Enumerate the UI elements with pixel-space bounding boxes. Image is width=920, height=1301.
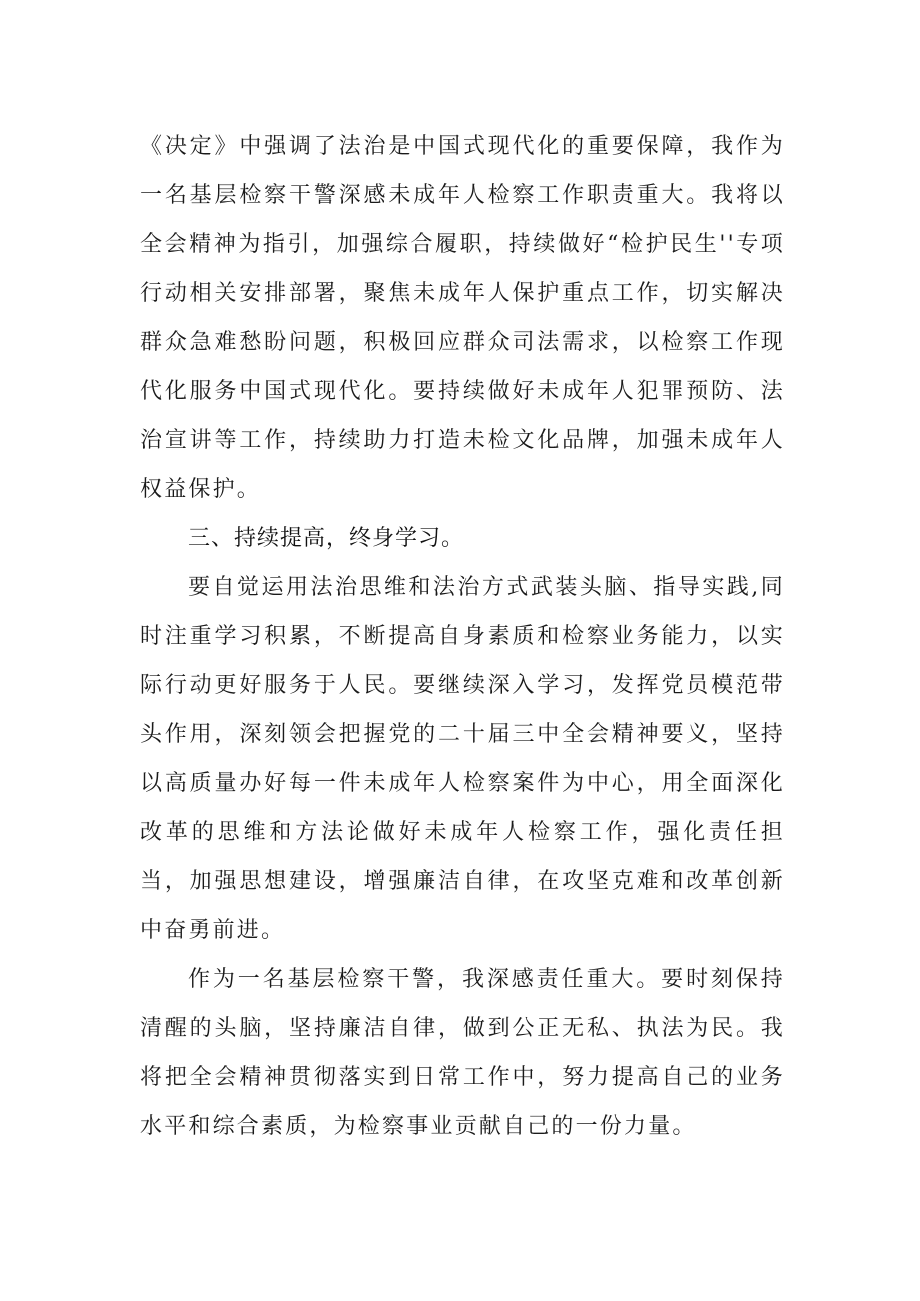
document-body [140, 122, 785, 1151]
paragraph-decision-continuation: 《决定》中强调了法治是中国式现代化的重要保障，我作为一名基层检察干警深感未成年人检察工作职责重大。我将以全会精神为指引，加强综合履职，持续做好“检护民生''专项行动相关安排部署，聚焦未成年人保护重点工作，切实解决群众急难愁盼问题，积极回应群众司法需求，以检察工作现代化服务中国式现代化。要持续做好未成年人犯罪预防、法治宣讲等工作，持续助力打造未检文化品牌，加强未成年人权益保护。 [140, 134, 785, 502]
paragraph-study-practice: 要自觉运用法治思维和法治方式武装头脑、指导实践,同时注重学习积累，不断提高自身素质和检察业务能力，以实际行动更好服务于人民。要继续深入学习，发挥党员模范带头作用，深刻领会把握党的二十届三中全会精神要义，坚持以高质量办好每一件未成年人检察案件为中心，用全面深化改革的思维和方法论做好未成年人检察工作，强化责任担当，加强思想建设，增强廉洁自律，在攻坚克难和改革创新中奋勇前进。 [140, 575, 785, 943]
paragraph-closing: 作为一名基层检察干警，我深感责任重大。要时刻保持清醒的头脑，坚持廉洁自律，做到公正无私、执法为民。我将把全会精神贯彻落实到日常工作中，努力提高自己的业务水平和综合素质，为检察事业贡献自己的一份力量。 [140, 967, 785, 1139]
section-heading-three: 三、持续提高，终身学习。 [188, 526, 465, 551]
